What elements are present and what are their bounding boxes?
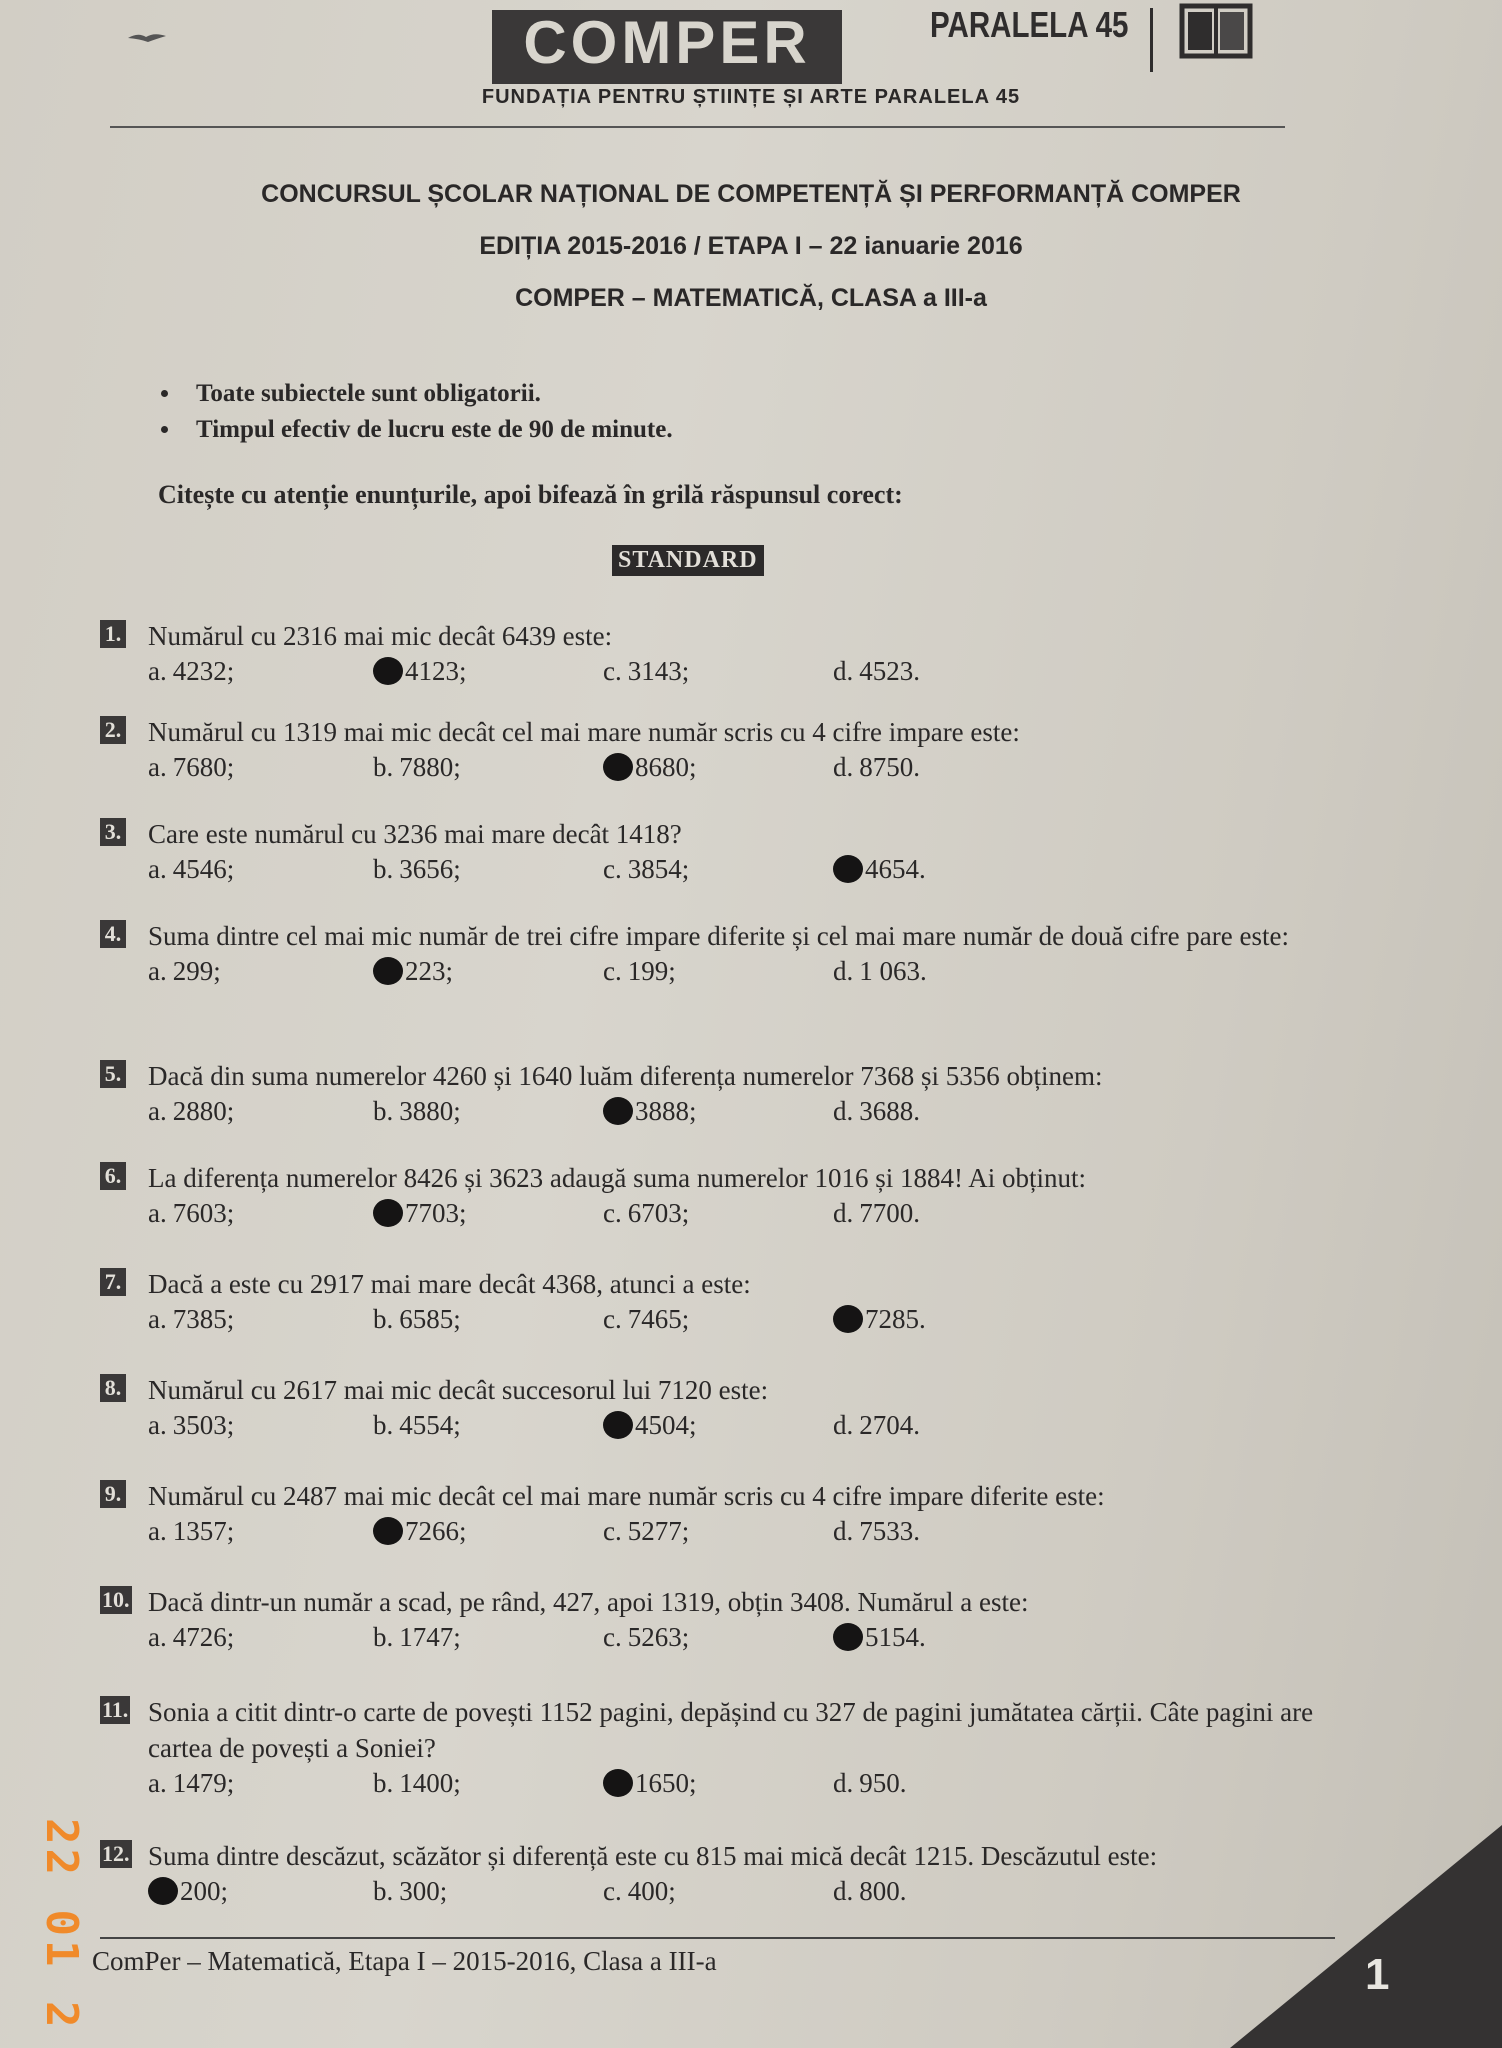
option-value: 5154.	[865, 1622, 926, 1652]
instruction-text: Citește cu atenție enunțurile, apoi bifează în grilă răspunsul corect:	[158, 480, 903, 509]
brand-divider	[1150, 8, 1153, 72]
option-letter: b.	[373, 1410, 394, 1440]
contest-subject: COMPER – MATEMATICĂ, CLASA a III-a	[515, 284, 987, 312]
option-value: 3854;	[627, 854, 690, 884]
question-text: Dacă dintr-un număr a scad, pe rând, 427, apoi 1319, obțin 3408. Numărul a este:	[148, 1587, 1029, 1617]
option-letter: a.	[148, 1768, 167, 1798]
question-item	[100, 816, 1350, 888]
answer-option[interactable]	[833, 1408, 920, 1442]
option-value: 5263;	[627, 1622, 690, 1652]
question-text: Suma dintre cel mai mic număr de trei cifre impare diferite și cel mai mare număr de două cifre pare este:	[148, 921, 1289, 951]
question-number: 8.	[100, 1374, 126, 1402]
option-value: 8750.	[859, 752, 920, 782]
answer-options	[148, 1874, 1350, 1910]
option-letter: d.	[833, 752, 854, 782]
answer-option[interactable]	[603, 1302, 689, 1336]
question-text: Numărul cu 2487 mai mic decât cel mai mare număr scris cu 4 cifre impare diferite este:	[148, 1481, 1105, 1511]
answer-option[interactable]	[833, 1094, 920, 1128]
answer-option[interactable]	[148, 1514, 234, 1548]
answer-option[interactable]	[373, 954, 453, 988]
option-letter: a.	[148, 854, 167, 884]
answer-option[interactable]	[373, 1408, 461, 1442]
option-letter: d.	[833, 656, 854, 686]
option-value: 7603;	[172, 1198, 235, 1228]
question-number: 4.	[100, 920, 126, 948]
question-number: 2.	[100, 716, 126, 744]
answer-options	[148, 1766, 1350, 1802]
question-text: Dacă din suma numerelor 4260 și 1640 luăm diferența numerelor 7368 și 5356 obținem:	[148, 1061, 1103, 1091]
option-value: 7680;	[172, 752, 235, 782]
answer-options	[148, 1620, 1350, 1656]
question-number: 7.	[100, 1268, 126, 1296]
question-text: Numărul cu 2316 mai mic decât 6439 este:	[148, 621, 613, 651]
header-divider	[110, 126, 1285, 128]
option-letter: a.	[148, 752, 167, 782]
answer-option[interactable]	[603, 1094, 697, 1128]
question-text: Numărul cu 1319 mai mic decât cel mai mare număr scris cu 4 cifre impare este:	[148, 717, 1020, 747]
footer-divider	[100, 1937, 1335, 1939]
answer-option[interactable]	[373, 1874, 447, 1908]
contest-title: CONCURSUL ȘCOLAR NAȚIONAL DE COMPETENȚĂ ȘI PERFORMANȚĂ COMPER	[261, 180, 1241, 208]
answer-option[interactable]	[148, 1874, 228, 1908]
option-letter: a.	[148, 1304, 167, 1334]
option-letter: d.	[833, 956, 854, 986]
answer-options	[148, 852, 1350, 888]
option-letter: a.	[148, 1410, 167, 1440]
answer-option[interactable]	[373, 1766, 461, 1800]
answer-option[interactable]	[833, 1196, 920, 1230]
option-value: 7465;	[627, 1304, 690, 1334]
answer-option[interactable]	[373, 654, 467, 688]
option-letter: b.	[373, 752, 394, 782]
option-value: 2704.	[859, 1410, 920, 1440]
option-value: 4232;	[172, 656, 235, 686]
option-value: 1400;	[399, 1768, 461, 1798]
date-stamp: 22 01 2	[36, 1818, 87, 2032]
answer-option[interactable]	[373, 750, 461, 784]
answer-option[interactable]	[148, 1302, 234, 1336]
option-letter: b.	[373, 1768, 394, 1798]
option-value: 7703;	[405, 1198, 467, 1228]
filled-answer-mark-icon	[603, 1097, 633, 1125]
option-letter: b.	[373, 1096, 394, 1126]
answer-options	[148, 1196, 1350, 1232]
option-value: 1747;	[399, 1622, 461, 1652]
question-item	[100, 1478, 1350, 1550]
option-letter: a.	[148, 1198, 167, 1228]
contest-edition: EDIȚIA 2015-2016 / ETAPA I – 22 ianuarie 2016	[479, 232, 1023, 260]
option-value: 8680;	[635, 752, 697, 782]
option-value: 7266;	[405, 1516, 467, 1546]
answer-options	[148, 1514, 1350, 1550]
option-value: 3503;	[172, 1410, 235, 1440]
filled-answer-mark-icon	[148, 1877, 178, 1905]
option-value: 1357;	[172, 1516, 235, 1546]
option-letter: a.	[148, 1622, 167, 1652]
answer-options	[148, 1094, 1350, 1130]
option-letter: c.	[603, 854, 622, 884]
answer-option[interactable]	[148, 1196, 234, 1230]
option-value: 1 063.	[859, 956, 927, 986]
option-letter: a.	[148, 956, 167, 986]
option-letter: b.	[373, 1622, 394, 1652]
question-item	[100, 714, 1350, 786]
answer-option[interactable]	[833, 1514, 920, 1548]
answer-options	[148, 654, 1350, 690]
question-number: 5.	[100, 1060, 126, 1088]
option-letter: d.	[833, 1768, 854, 1798]
option-letter: b.	[373, 854, 394, 884]
option-value: 6703;	[627, 1198, 690, 1228]
option-value: 4123;	[405, 656, 467, 686]
option-letter: a.	[148, 1516, 167, 1546]
option-value: 4504;	[635, 1410, 697, 1440]
option-letter: a.	[148, 656, 167, 686]
answer-option[interactable]	[833, 1874, 907, 1908]
option-value: 299;	[172, 956, 221, 986]
option-letter: d.	[833, 1876, 854, 1906]
option-letter: a.	[148, 1096, 167, 1126]
option-value: 800.	[859, 1876, 907, 1906]
answer-option[interactable]	[148, 750, 234, 784]
answer-option[interactable]	[603, 1196, 689, 1230]
answer-option[interactable]	[373, 1302, 461, 1336]
question-item	[100, 1266, 1350, 1338]
rules-list	[160, 380, 673, 452]
question-number: 3.	[100, 818, 126, 846]
question-item	[100, 1372, 1350, 1444]
option-value: 3656;	[399, 854, 461, 884]
option-letter: c.	[603, 656, 622, 686]
answer-option[interactable]	[833, 1766, 907, 1800]
option-value: 2880;	[172, 1096, 235, 1126]
option-letter: c.	[603, 956, 622, 986]
answer-option[interactable]	[148, 954, 221, 988]
answer-option[interactable]	[148, 1094, 234, 1128]
option-letter: d.	[833, 1516, 854, 1546]
option-value: 6585;	[399, 1304, 461, 1334]
question-number: 9.	[100, 1480, 126, 1508]
option-value: 7385;	[172, 1304, 235, 1334]
answer-option[interactable]	[833, 852, 926, 886]
option-value: 199;	[627, 956, 676, 986]
question-number: 10.	[102, 1587, 130, 1612]
filled-answer-mark-icon	[833, 1305, 863, 1333]
question-text: La diferența numerelor 8426 și 3623 adaugă suma numerelor 1016 și 1884! Ai obținut:	[148, 1163, 1087, 1193]
filled-answer-mark-icon	[833, 855, 863, 883]
option-value: 3688.	[859, 1096, 920, 1126]
question-number: 1.	[100, 620, 126, 648]
comper-logo: COMPER	[492, 10, 842, 84]
option-value: 4654.	[865, 854, 926, 884]
option-letter: c.	[603, 1876, 622, 1906]
option-letter: c.	[603, 1198, 622, 1228]
option-value: 4523.	[859, 656, 920, 686]
option-value: 3888;	[635, 1096, 697, 1126]
question-text: Suma dintre descăzut, scăzător și diferență este cu 815 mai mică decât 1215. Descăzutul este:	[148, 1841, 1158, 1871]
option-value: 3880;	[399, 1096, 461, 1126]
answer-option[interactable]	[148, 852, 234, 886]
answer-option[interactable]	[603, 1408, 697, 1442]
option-value: 7285.	[865, 1304, 926, 1334]
answer-option[interactable]	[148, 1766, 234, 1800]
option-value: 5277;	[627, 1516, 690, 1546]
question-text: Sonia a citit dintr-o carte de povești 1152 pagini, depășind cu 327 de pagini jumătatea cărții. Câte pagini are cartea de povești a Soniei?	[148, 1697, 1314, 1763]
answer-option[interactable]	[603, 1874, 676, 1908]
answer-option[interactable]	[603, 1620, 689, 1654]
answer-option[interactable]	[833, 750, 920, 784]
filled-answer-mark-icon	[603, 1411, 633, 1439]
option-value: 4546;	[172, 854, 235, 884]
footer-text: ComPer – Matematică, Etapa I – 2015-2016, Clasa a III-a	[92, 1946, 717, 1976]
option-value: 400;	[627, 1876, 676, 1906]
filled-answer-mark-icon	[373, 957, 403, 985]
filled-answer-mark-icon	[373, 1517, 403, 1545]
option-letter: d.	[833, 1198, 854, 1228]
book-icon	[1178, 0, 1254, 62]
foundation-name: FUNDAȚIA PENTRU ȘTIINȚE ȘI ARTE PARALELA 45	[481, 86, 1021, 108]
answer-option[interactable]	[603, 1766, 697, 1800]
answer-option[interactable]	[603, 750, 697, 784]
answer-option[interactable]	[373, 852, 461, 886]
filled-answer-mark-icon	[833, 1623, 863, 1651]
question-number: 11.	[102, 1697, 129, 1722]
option-value: 1650;	[635, 1768, 697, 1798]
option-letter: c.	[603, 1622, 622, 1652]
question-item	[100, 1058, 1350, 1130]
answer-options	[148, 1302, 1350, 1338]
option-value: 300;	[399, 1876, 448, 1906]
option-value: 223;	[405, 956, 454, 986]
question-number: 12.	[102, 1841, 130, 1866]
option-value: 7880;	[399, 752, 461, 782]
filled-answer-mark-icon	[373, 657, 403, 685]
bird-logo-icon	[126, 30, 168, 44]
option-letter: d.	[833, 1410, 854, 1440]
option-value: 950.	[859, 1768, 907, 1798]
page-number: 1	[1365, 1950, 1390, 1999]
answer-option[interactable]	[148, 654, 234, 688]
filled-answer-mark-icon	[603, 753, 633, 781]
rule-item: • Toate subiectele sunt obligatorii.	[182, 380, 673, 408]
option-letter: c.	[603, 1304, 622, 1334]
question-item	[100, 1584, 1350, 1656]
answer-option[interactable]	[373, 1094, 461, 1128]
answer-options	[148, 750, 1350, 786]
answer-options	[148, 1408, 1350, 1444]
question-item	[100, 918, 1350, 990]
question-item	[100, 1838, 1350, 1910]
question-item	[100, 1160, 1350, 1232]
question-text: Numărul cu 2617 mai mic decât succesorul lui 7120 este:	[148, 1375, 769, 1405]
option-letter: b.	[373, 1304, 394, 1334]
answer-option[interactable]	[603, 852, 689, 886]
answer-option[interactable]	[373, 1196, 467, 1230]
answer-option[interactable]	[148, 1620, 234, 1654]
option-value: 3143;	[627, 656, 690, 686]
answer-option[interactable]	[833, 654, 920, 688]
option-value: 1479;	[172, 1768, 235, 1798]
option-value: 4726;	[172, 1622, 235, 1652]
answer-options	[148, 954, 1350, 990]
option-letter: b.	[373, 1876, 394, 1906]
answer-option[interactable]	[833, 1302, 926, 1336]
option-value: 7700.	[859, 1198, 920, 1228]
question-text: Dacă a este cu 2917 mai mare decât 4368, atunci a este:	[148, 1269, 751, 1299]
answer-option[interactable]	[603, 1514, 689, 1548]
answer-option[interactable]	[148, 1408, 234, 1442]
answer-option[interactable]	[833, 1620, 926, 1654]
level-label: STANDARD	[612, 545, 764, 576]
question-item	[100, 618, 1350, 690]
question-item	[100, 1694, 1350, 1802]
option-letter: d.	[833, 1096, 854, 1126]
answer-option[interactable]	[373, 1514, 467, 1548]
answer-option[interactable]	[603, 954, 676, 988]
answer-option[interactable]	[373, 1620, 461, 1654]
rule-item: • Timpul efectiv de lucru este de 90 de minute.	[182, 416, 673, 444]
option-value: 4554;	[399, 1410, 461, 1440]
option-value: 200;	[180, 1876, 229, 1906]
brand-name: PARALELA 45	[930, 4, 1129, 45]
answer-option[interactable]	[833, 954, 927, 988]
filled-answer-mark-icon	[373, 1199, 403, 1227]
option-value: 7533.	[859, 1516, 920, 1546]
answer-option[interactable]	[603, 654, 689, 688]
filled-answer-mark-icon	[603, 1769, 633, 1797]
option-letter: c.	[603, 1516, 622, 1546]
question-number: 6.	[100, 1162, 126, 1190]
question-text: Care este numărul cu 3236 mai mare decât 1418?	[148, 819, 682, 849]
